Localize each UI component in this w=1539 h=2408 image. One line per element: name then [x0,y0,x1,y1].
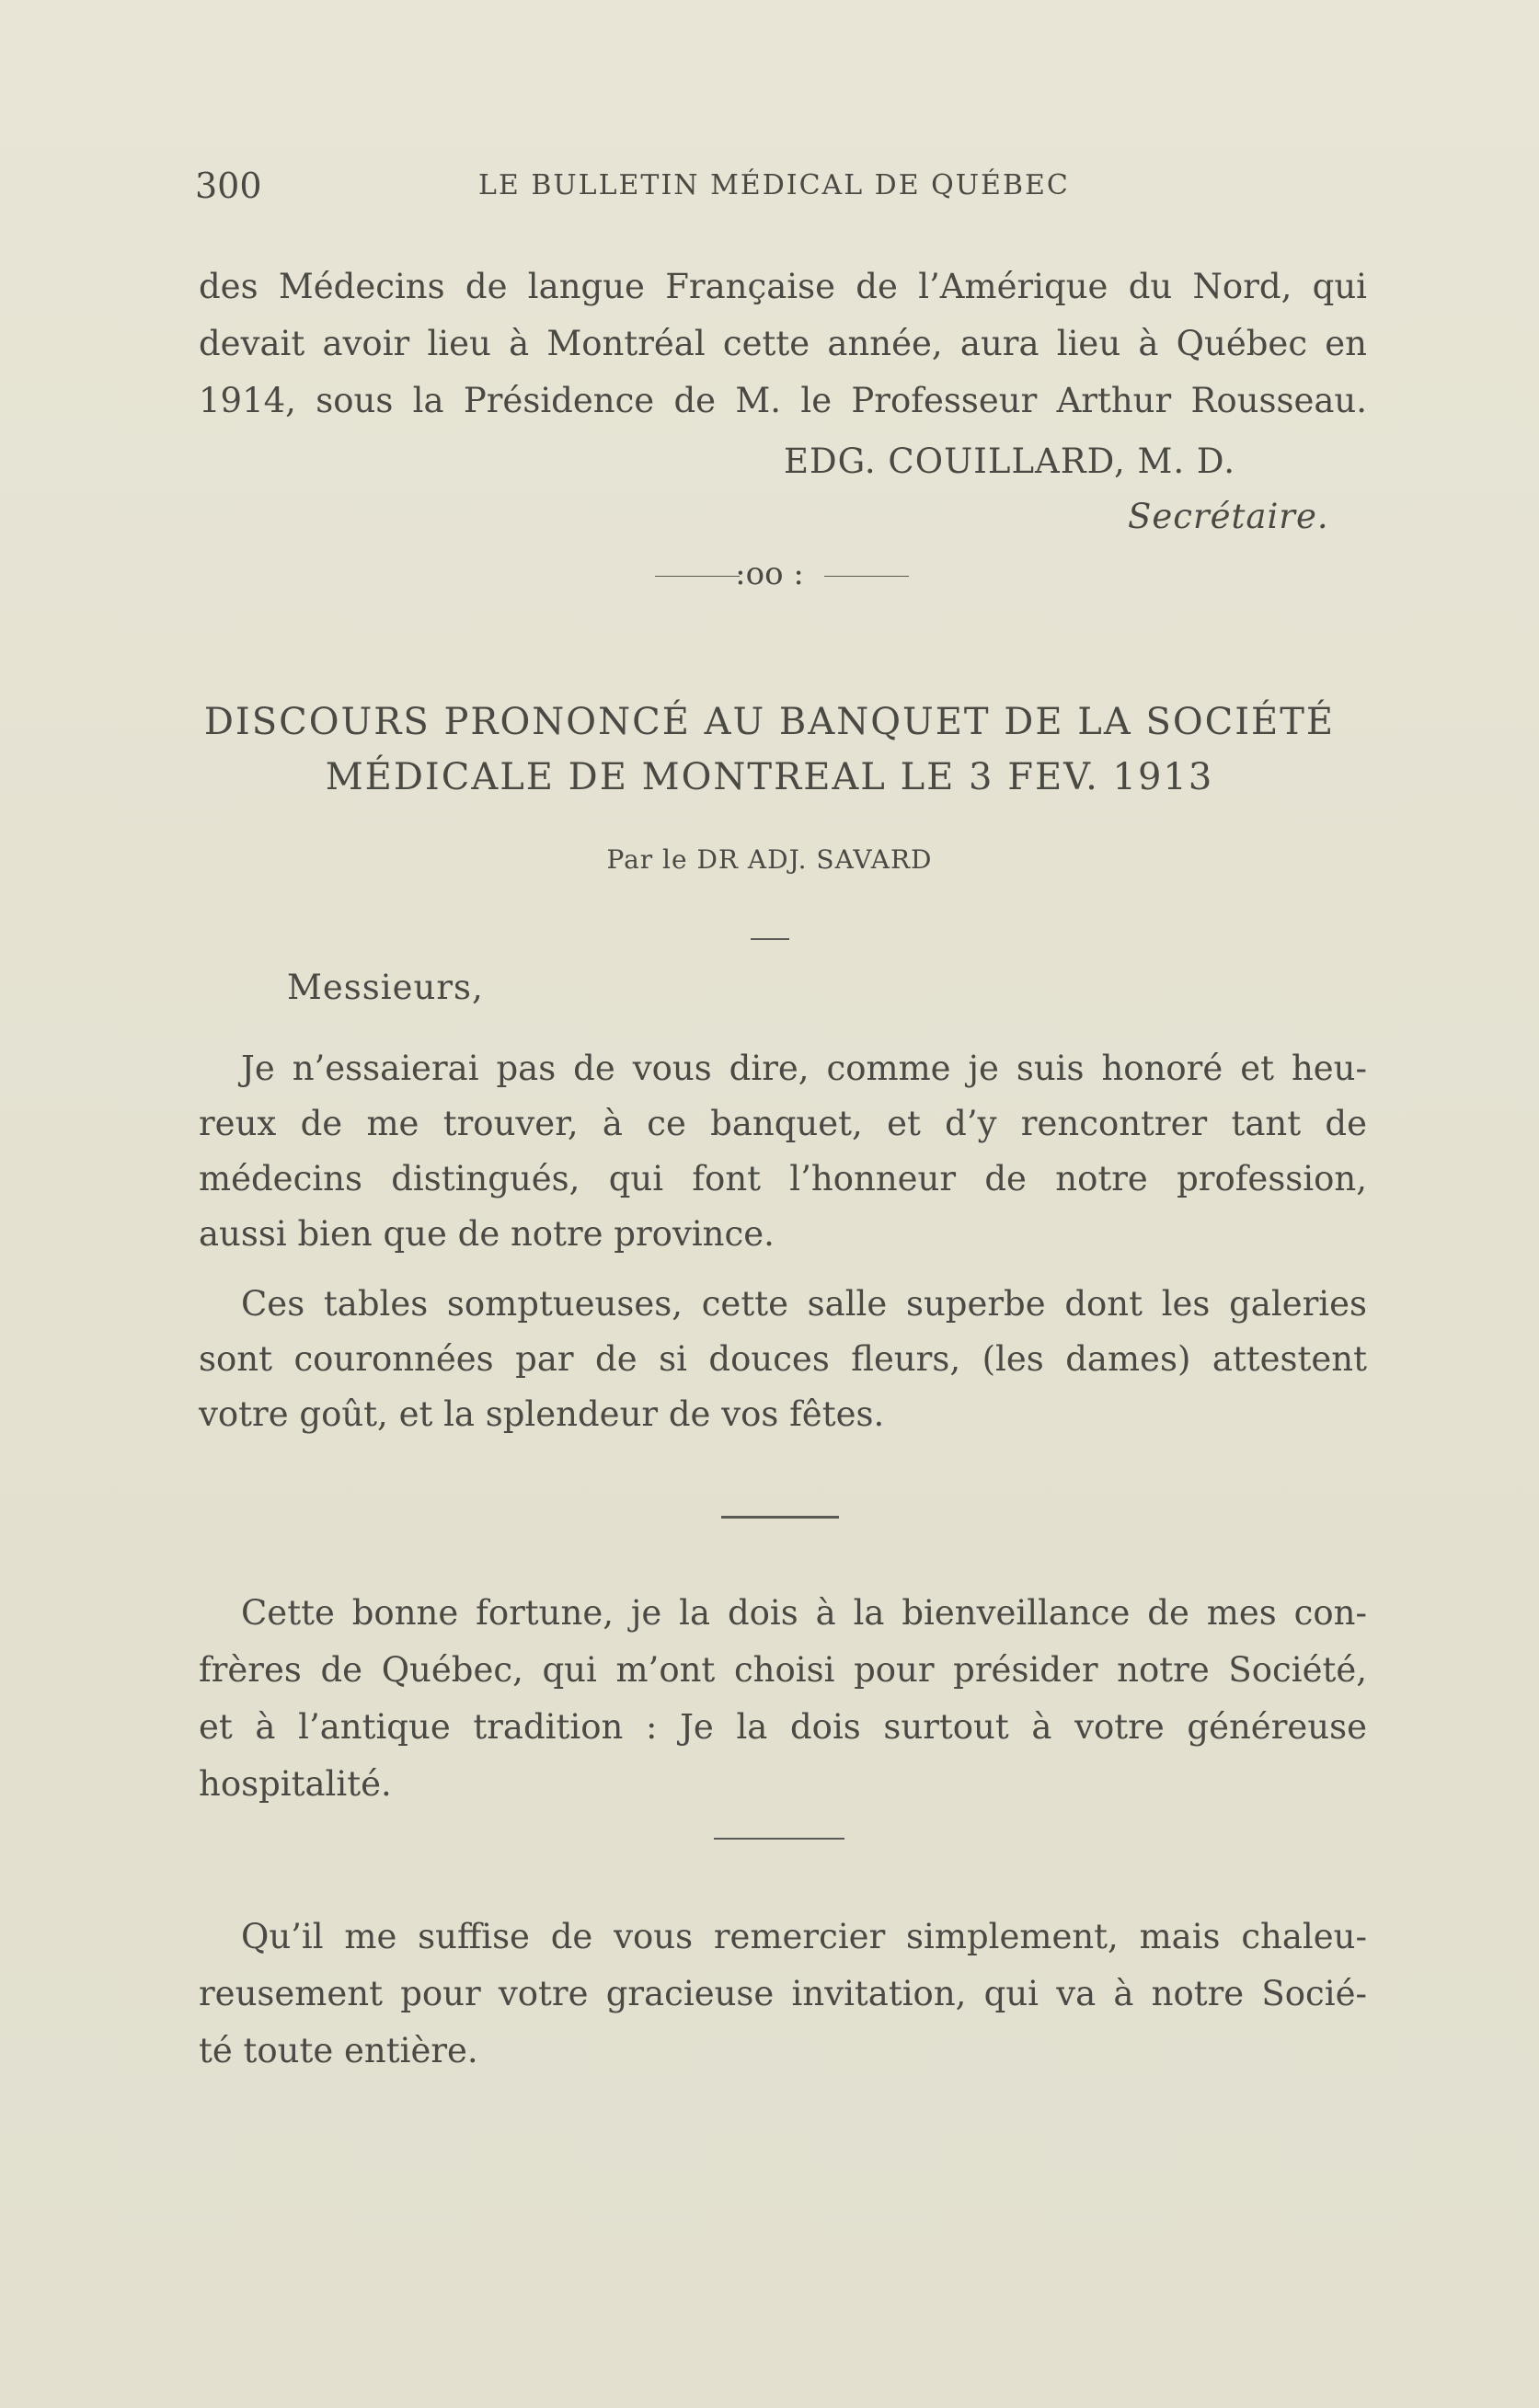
paragraph-1-line-4: aussi bien que de notre province. [199,1214,775,1254]
paragraph-4-line-2: reusement pour votre gracieuse invitation, qui va à notre Socié- [199,1974,1367,2013]
signature-name: EDG. COUILLARD, M. D. [784,441,1235,481]
paragraph-3 [199,1593,1367,1823]
separator-rule-right [824,576,909,577]
paragraph-2-line-3: votre goût, et la splendeur de vos fêtes. [199,1394,885,1434]
paragraph-3-line-2: frères de Québec, qui m’ont choisi pour présider notre Société, [199,1650,1367,1690]
paragraph-1-line-1: Je n’essaierai pas de vous dire, comme je suis honoré et heu- [241,1049,1367,1088]
paragraph-4-line-3: té toute entière. [199,2031,478,2070]
journal-title: LE BULLETIN MÉDICAL DE QUÉBEC [478,169,1070,201]
paragraph-1 [199,1049,1367,1279]
paragraph-3-line-3: et à l’antique tradition : Je la dois surtout à votre généreuse [199,1707,1367,1747]
intro-line-1: des Médecins de langue Française de l’Amérique du Nord, qui [199,267,1367,306]
paragraph-2-line-1: Ces tables somptueuses, cette salle superbe dont les galeries [241,1284,1367,1324]
intro-line-2: devait avoir lieu à Montréal cette année, aura lieu à Québec en [199,324,1367,363]
paragraph-4 [199,1917,1367,2092]
paragraph-1-line-2: reux de me trouver, à ce banquet, et d’y rencontrer tant de [199,1104,1367,1143]
paragraph-3-line-1: Cette bonne fortune, je la dois à la bienveillance de mes con- [241,1593,1367,1633]
section-separator: :oo : [735,556,804,592]
page-number: 300 [195,166,262,206]
paragraph-3-line-4: hospitalité. [199,1764,392,1804]
signature-title: Secrétaire. [1128,497,1329,536]
title-rule [751,938,789,940]
article-title-line-2: MÉDICALE DE MONTREAL LE 3 FEV. 1913 [325,756,1214,798]
section-rule-1 [721,1516,839,1519]
running-head [195,166,1115,221]
article-title-line-1: DISCOURS PRONONCÉ AU BANQUET DE LA SOCIÉTÉ [203,701,1336,743]
paragraph-4-line-1: Qu’il me suffise de vous remercier simplement, mais chaleu- [241,1917,1367,1956]
intro-paragraph [199,267,1367,451]
intro-line-3: 1914, sous la Présidence de M. le Professeur Arthur Rousseau. [199,381,1367,420]
paragraph-1-line-3: médecins distingués, qui font l’honneur de notre profession, [199,1159,1367,1198]
byline: Par le DR ADJ. SAVARD [606,844,933,875]
paragraph-2 [199,1284,1367,1459]
section-rule-2 [714,1838,844,1840]
paragraph-2-line-2: sont couronnées par de si douces fleurs, (les dames) attestent [199,1339,1367,1379]
salutation: Messieurs, [287,968,484,1007]
